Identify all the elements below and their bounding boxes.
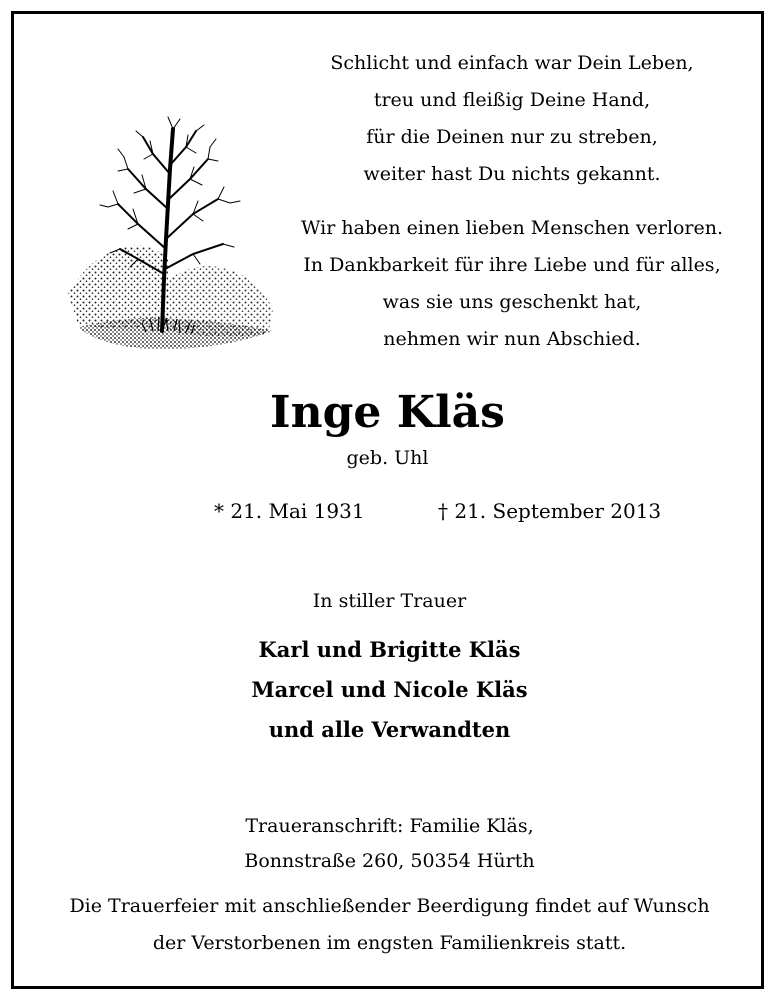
poem-line-3: für die Deinen nur zu streben,: [366, 126, 658, 148]
mourner-line: und alle Verwandten: [268, 717, 511, 742]
mourner-line: Marcel und Nicole Kläs: [251, 677, 528, 702]
poem-line-1: Schlicht und einfach war Dein Leben,: [330, 52, 694, 74]
closing-line-1: Die Trauerfeier mit anschließender Beerdigung findet auf Wunsch: [69, 895, 710, 917]
bare-tree-icon: [58, 109, 278, 359]
poem-line-6: In Dankbarkeit für ihre Liebe und für alles,: [303, 254, 721, 276]
poem-line-7: was sie uns geschenkt hat,: [382, 291, 642, 313]
death-date: † 21. September 2013: [438, 499, 662, 523]
poem-line-4: weiter hast Du nichts gekannt.: [363, 163, 661, 185]
mourning-address-line-1: Traueranschrift: Familie Kläs,: [245, 815, 534, 837]
poem-line-8: nehmen wir nun Abschied.: [383, 328, 641, 350]
mourner-line: Karl und Brigitte Kläs: [258, 637, 521, 662]
mourning-label: In stiller Trauer: [312, 590, 467, 612]
deceased-name: Inge Kläs: [270, 387, 505, 438]
obituary-notice: [11, 11, 764, 989]
poem-line-5: Wir haben einen lieben Menschen verloren.: [300, 217, 724, 239]
maiden-name: geb. Uhl: [346, 447, 429, 469]
closing-line-2: der Verstorbenen im engsten Familienkreis statt.: [152, 932, 627, 954]
poem-line-2: treu und fleißig Deine Hand,: [373, 89, 651, 111]
birth-date: * 21. Mai 1931: [214, 499, 365, 523]
mourning-address-line-2: Bonnstraße 260, 50354 Hürth: [244, 850, 535, 872]
